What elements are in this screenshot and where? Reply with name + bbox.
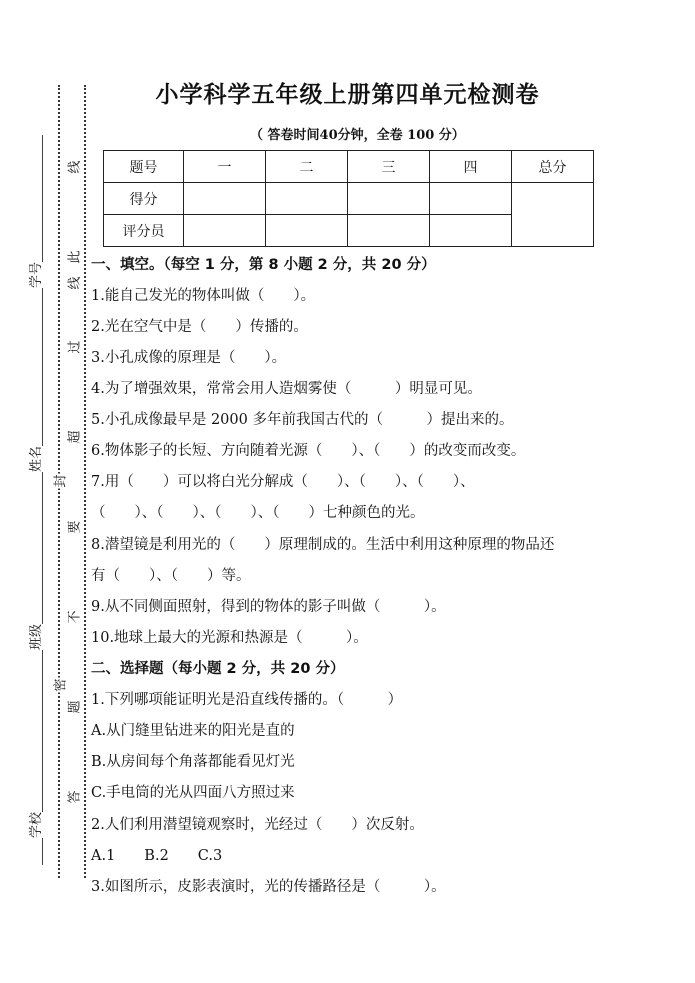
question-line: 7.用（ ）可以将白光分解成（ ）、（ ）、（ ）、 <box>91 474 475 490</box>
question-line: （ ）、（ ）、（ ）、（ ）七种颜色的光。 <box>91 505 425 521</box>
binding-char: 答 <box>67 790 83 804</box>
class-label: 班级 <box>29 623 45 651</box>
binding-char: 题 <box>67 700 83 714</box>
row-label: 评分员 <box>104 215 184 247</box>
student-number-label: 学号 <box>29 261 45 289</box>
header-cell: 题号 <box>104 151 184 183</box>
header-cell: 四 <box>430 151 512 183</box>
question-line: 4.为了增强效果，常常会用人造烟雾使（ ）明显可见。 <box>91 381 482 397</box>
exam-time-note: （ 答卷时间40分钟，全卷 100 分） <box>250 128 465 143</box>
section-heading: 一、填空。（每空 1 分，第 8 小题 2 分，共 20 分） <box>91 257 436 273</box>
grader-cell[interactable] <box>348 215 430 247</box>
binding-char: 线 <box>67 276 83 290</box>
student-name-label: 姓名 <box>29 445 45 473</box>
question-line: 3.小孔成像的原理是（ ）。 <box>91 350 287 366</box>
header-cell: 总分 <box>512 151 594 183</box>
binding-char: 不 <box>67 610 83 624</box>
grader-cell[interactable] <box>184 215 266 247</box>
row-label: 得分 <box>104 183 184 215</box>
question-line: 有（ ）、（ ）等。 <box>91 568 251 584</box>
option-line: A.1 B.2 C.3 <box>91 848 223 864</box>
grader-cell[interactable] <box>266 215 348 247</box>
option-line: A.从门缝里钻进来的阳光是直的 <box>91 723 295 739</box>
question-line: 1.下列哪项能证明光是沿直线传播的。（ ） <box>91 692 403 708</box>
score-cell[interactable] <box>266 183 348 215</box>
binding-dotted-line-inner <box>84 85 86 878</box>
question-line: 2.光在空气中是（ ）传播的。 <box>91 319 308 335</box>
option-line: C.手电筒的光从四面八方照过来 <box>91 785 295 801</box>
binding-char: 过 <box>67 340 83 354</box>
question-line: 6.物体影子的长短、方向随着光源（ ）、（ ）的改变而改变。 <box>91 443 526 459</box>
score-cell[interactable] <box>184 183 266 215</box>
page-title: 小学科学五年级上册第四单元检测卷 <box>155 82 540 108</box>
question-line: 1.能自己发光的物体叫做（ ）。 <box>91 288 316 304</box>
question-line: 5.小孔成像最早是 2000 多年前我国古代的（ ）提出来的。 <box>91 412 514 428</box>
question-line: 9.从不同侧面照射，得到的物体的影子叫做（ ）。 <box>91 599 446 615</box>
binding-solid-line <box>42 135 43 865</box>
header-cell: 三 <box>348 151 430 183</box>
question-line: 3.如图所示，皮影表演时，光的传播路径是（ ）。 <box>91 879 446 895</box>
score-table <box>103 150 594 247</box>
header-cell: 二 <box>266 151 348 183</box>
binding-char: 密 <box>53 678 69 692</box>
option-line: B.从房间每个角落都能看见灯光 <box>91 754 295 770</box>
school-label: 学校 <box>29 811 45 839</box>
question-line: 2.人们利用潜望镜观察时，光经过（ ）次反射。 <box>91 817 424 833</box>
binding-char: 线 <box>67 160 83 174</box>
grader-cell[interactable] <box>430 215 512 247</box>
binding-char: 封 <box>53 474 69 488</box>
binding-char: 此 <box>67 250 83 264</box>
section-heading: 二、选择题（每小题 2 分，共 20 分） <box>91 661 345 677</box>
score-cell[interactable] <box>430 183 512 215</box>
total-score-cell[interactable] <box>512 183 594 247</box>
header-cell: 一 <box>184 151 266 183</box>
score-cell[interactable] <box>348 183 430 215</box>
binding-char: 超 <box>67 430 83 444</box>
question-line: 10.地球上最大的光源和热源是（ ）。 <box>91 630 368 646</box>
binding-char: 要 <box>67 520 83 534</box>
question-line: 8.潜望镜是利用光的（ ）原理制成的。生活中利用这种原理的物品还 <box>91 537 555 553</box>
